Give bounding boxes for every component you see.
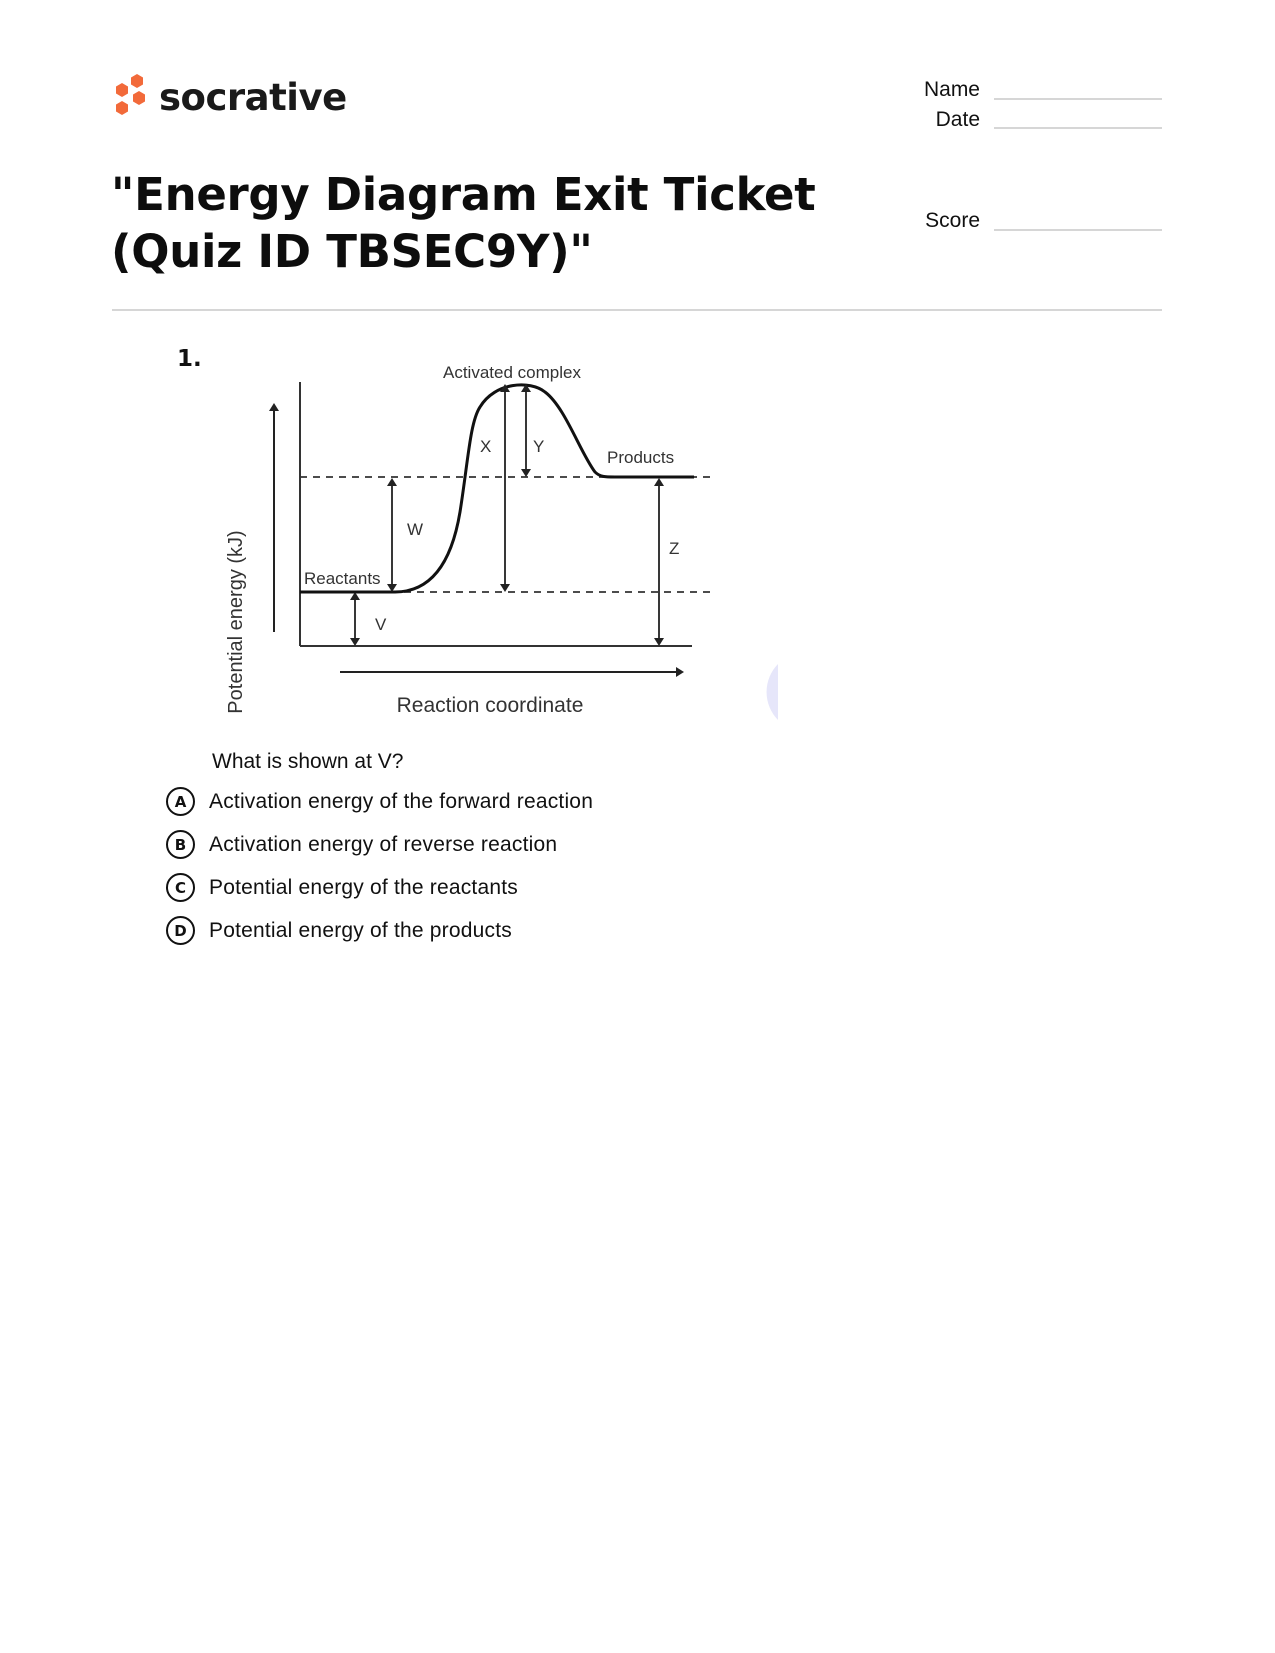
question-number: 1. [177, 346, 202, 372]
option-a[interactable] [166, 787, 593, 816]
date-field[interactable] [994, 127, 1162, 129]
page-title [111, 166, 815, 280]
option-d[interactable] [166, 916, 512, 945]
option-b[interactable] [166, 830, 557, 859]
title-line-2: (Quiz ID TBSEC9Y)" [111, 225, 593, 278]
question-prompt: What is shown at V? [212, 750, 404, 773]
y-axis-label: Potential energy (kJ) [225, 530, 247, 714]
marker-x: X [480, 437, 492, 456]
marker-w: W [407, 520, 424, 539]
partial-circle-artifact [767, 664, 778, 720]
socrative-logo [111, 72, 347, 122]
reactants-label: Reactants [304, 569, 381, 588]
hexagon-cluster-icon [111, 72, 149, 122]
option-d-bubble[interactable]: D [166, 916, 195, 945]
header-divider [112, 309, 1162, 311]
title-line-1: "Energy Diagram Exit Ticket [111, 168, 816, 221]
option-b-bubble[interactable]: B [166, 830, 195, 859]
products-label: Products [607, 448, 675, 467]
option-c-bubble[interactable]: C [166, 873, 195, 902]
option-b-text: Activation energy of reverse reaction [209, 832, 558, 856]
score-label: Score [925, 209, 980, 232]
option-c[interactable] [166, 873, 518, 902]
brand-name: socrative [159, 75, 347, 119]
option-a-bubble[interactable]: A [166, 787, 195, 816]
peak-label: Activated complex [443, 363, 581, 382]
score-field[interactable] [994, 229, 1162, 231]
option-c-text: Potential energy of the reactants [209, 875, 518, 899]
x-axis-label: Reaction coordinate [396, 694, 584, 717]
marker-y: Y [533, 437, 545, 456]
name-field[interactable] [994, 98, 1162, 100]
energy-diagram [210, 352, 780, 724]
option-a-text: Activation energy of the forward reaction [209, 789, 594, 813]
name-label: Name [923, 78, 980, 101]
marker-v: V [375, 615, 387, 634]
marker-z: Z [669, 539, 680, 558]
option-d-text: Potential energy of the products [209, 918, 512, 942]
date-label: Date [935, 108, 980, 131]
